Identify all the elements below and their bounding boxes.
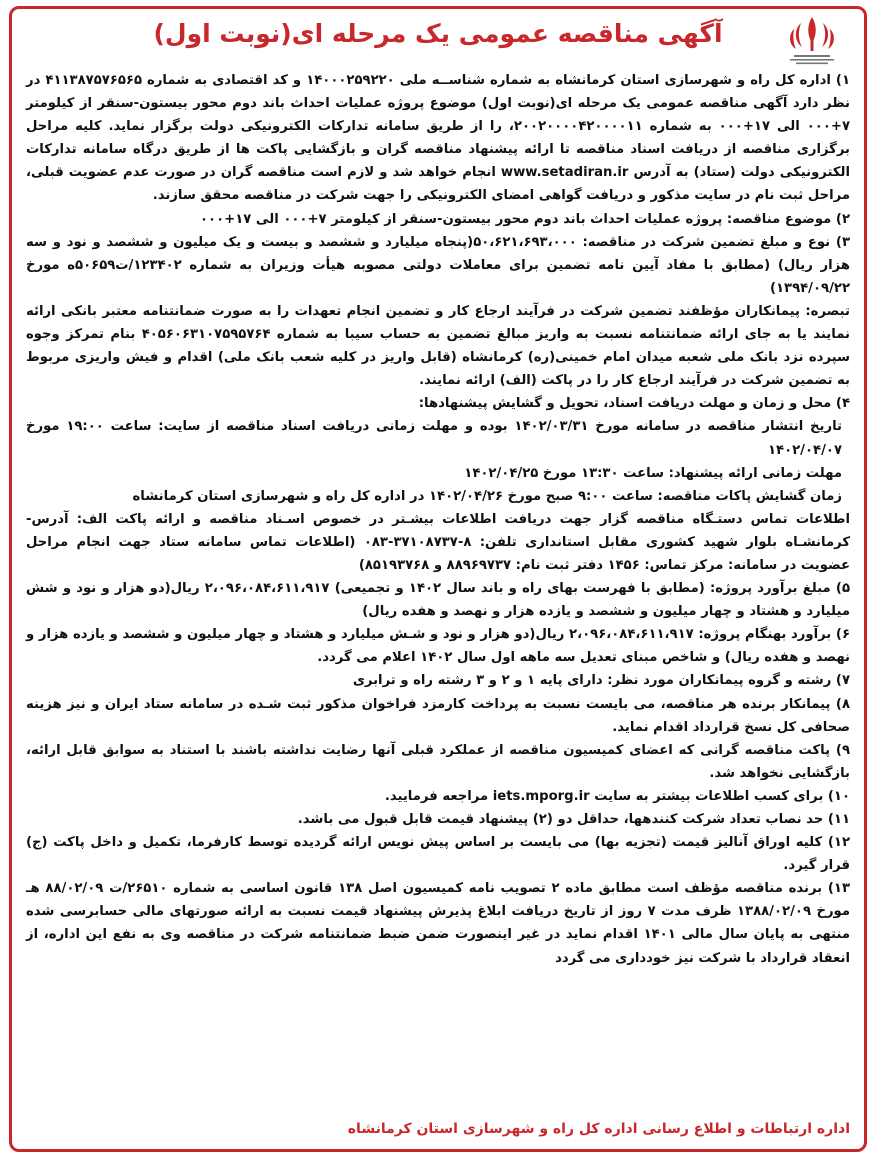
notice-header <box>12 9 864 71</box>
clause-8: ۸) پیمانکار برنده هر مناقصه، می بایست نسبت به پرداخت کارمزد فراخوان مذکور ثبت شـده در سامانه ستاد ایران و نیز هزینه صحافی کل نسخ قرارداد اقدام نماید. <box>26 696 850 735</box>
clause-4-publish-date: تاریخ انتشار مناقصه در سامانه مورخ ۱۴۰۲/۰۳/۳۱ بوده و مهلت زمانی دریافت اسناد مناقصه از سایت: ساعت ۱۹:۰۰ مورخ ۱۴۰۲/۰۴/۰۷ <box>26 419 842 458</box>
clause-10: ۱۰) برای کسب اطلاعات بیشتر به سایت iets.mporg.ir مراجعه فرمایید. <box>384 788 850 804</box>
iran-emblem-icon <box>774 13 850 69</box>
clause-6: ۶) برآورد بهنگام پروژه: ۲،۰۹۶،۰۸۴،۶۱۱،۹۱۷ ریال(دو هزار و نود و شـش میلیارد و هشتاد و چهار میلیون و ششصد و یازده هزار و نهصد و هفده ریال) و شاخص مبنای تعدیل سه ماهه اول سال ۱۴۰۲ اعلام می گردد. <box>26 627 850 666</box>
clause-4-submit-deadline: مهلت زمانی ارائه پیشنهاد: ساعت ۱۳:۳۰ مورخ ۱۴۰۲/۰۴/۲۵ <box>464 465 842 481</box>
clause-12: ۱۲) کلیه اوراق آنالیز قیمت (تجزیه بها) می بایست بر اساس پیش نویس ارائه گردیده توسط کارفرما، تکمیل و داخل پاکت (ج) قرار گیرد. <box>26 835 850 874</box>
clause-11: ۱۱) حد نصاب تعداد شرکت کنندهها، حداقل دو (۲) پیشنهاد قیمت قابل قبول می باشد. <box>297 812 850 827</box>
note-guarantee: تبصره: پیمانکاران مؤظفند تضمین شرکت در فرآیند ارجاع کار و تضمین انجام تعهدات را به صورت ضمانتنامه معتبر بانکی ارائه نمایند یا به جای ارائه ضمانتنامه نسبت به واریز مبالغ تضمین به حساب سیبا به شماره ۴۰۵۶۰۶۳۱۰۷۵۹۵۷۶۴ بنام تمرکز وجوه سپرده نزد بانک ملی شعبه میدان امام خمینی(ره) کرمانشاه (قابل واریز در کلیه شعب بانک ملی) اقدام و فیش واریزی مربوط به تضمین شرکت در فرآیند ارجاع کار را در پاکت (الف) ارائه نمایند. <box>26 303 850 389</box>
clause-4-contact-info: اطلاعات تماس دستـگاه مناقصه گزار جهت دریافت اطلاعات بیشـتر در خصوص اسـناد مناقصه و ارائه پاکت الف: آدرس-کرمانشـاه بلوار شهید کشوری مقابل استانداری تلفن: ۸-۳۷۱۰۸۷۳۷-۰۸۳ (اطلاعات تماس سامانه ستاد جهت انجام مراحل عضویت در سامانه: مرکز تماس: ۱۴۵۶ دفتر ثبت نام: ۸۸۹۶۹۷۳۷ و ۸۵۱۹۳۷۶۸) <box>26 511 851 573</box>
clause-4: ۴) محل و زمان و مهلت دریافت اسناد، تحویل و گشایش پیشنهادها: <box>418 396 850 412</box>
tender-notice <box>9 6 867 1152</box>
notice-body <box>26 69 850 970</box>
clause-3: ۳) نوع و مبلغ تضمین شرکت در مناقصه: ۵۰،۶۲۱،۶۹۳،۰۰۰(پنجاه میلیارد و ششصد و بیست و یک میلیون و ششصد و نود و سه هزار ریال) (مطابق با مفاد آیین نامه تضمین برای معاملات دولتی مصوبه هیأت وزیران به شماره ۱۲۳۴۰۲/ت۵۰۶۵۹ه مورخ ۱۳۹۴/۰۹/۲۲) <box>26 234 850 296</box>
notice-signature: اداره ارتباطات و اطلاع رسانی اداره کل راه و شهرسازی استان کرمانشاه <box>347 1121 850 1137</box>
clause-5: ۵) مبلغ برآورد پروژه: (مطابق با فهرست بهای راه و باند سال ۱۴۰۲ و تجمیعی) ۲،۰۹۶،۰۸۴،۶۱۱،۹۱۷ ریال(دو هزار و نود و شش میلیارد و هشتاد و چهار میلیون و ششصد و یازده هزار و نهصد و هفده ریال) <box>26 581 850 620</box>
clause-13: ۱۳) برنده مناقصه مؤظف است مطابق ماده ۲ تصویب نامه کمیسیون اصل ۱۳۸ قانون اساسی به شماره ۲۶۵۱۰/ت ۸۸/۰۲/۰۹ هـ مورخ ۱۳۸۸/۰۲/۰۹ ظرف مدت ۷ روز از تاریخ دریافت ابلاغ پذیرش پیشنهاد قیمت نسبت به ارائه صورتهای مالی حسابرسی شده منتهی به پایان سال مالی ۱۴۰۱ اقدام نماید در غیر اینصورت ضمن ضبط ضمانتنامه شرکت در مناقصه وی به نفع این اداره، از انعقاد قرارداد با شرکت نیز خودداری می گردد <box>26 881 851 966</box>
clause-1: ۱) اداره کل راه و شهرسازی استان کرمانشاه به شماره شناســه ملی ۱۴۰۰۰۲۵۹۲۲۰ و کد اقتصادی به شماره ۴۱۱۳۸۷۵۷۶۵۶۵ در نظر دارد آگهی مناقصه عمومی یک مرحله ای(نوبت اول) موضوع پروژه عملیات احداث باند دوم محور بیستون-سنقر از کیلومتر ۷+۰۰۰ الی ۱۷+۰۰۰ به شماره ۲۰۰۲۰۰۰۰۴۲۰۰۰۰۱۱، را از طریق سامانه تدارکات الکترونیکی دولت برگزار نماید. کلیه مراحل برگزاری مناقصه از دریافت اسناد مناقصه تا ارائه پیشنهاد مناقصه گران و بازگشایی پاکت ها از طریق درگاه سامانه تدارکات الکترونیکی دولت (ستاد) به آدرس www.setadiran.ir انجام خواهد شد و لازم است مناقصه گران در صورت عدم عضویت قبلی، مراحل ثبت نام در سایت مذکور و دریافت گواهی امضای الکترونیکی را جهت شرکت در مناقصه محقق سازند. <box>26 73 851 204</box>
clause-9: ۹) پاکت مناقصه گرانی که اعضای کمیسیون مناقصه از عملکرد قبلی آنها رضایت نداشته باشند با استناد به سوابق قابل ارائه، بازگشایی نخواهد شد. <box>26 742 850 781</box>
clause-4-opening-time: زمان گشایش پاکات مناقصه: ساعت ۹:۰۰ صبح مورخ ۱۴۰۲/۰۴/۲۶ در اداره کل راه و شهرسازی استان کرمانشاه <box>132 488 842 504</box>
clause-7: ۷) رشته و گروه پیمانکاران مورد نظر: دارای پایه ۱ و ۲ و ۳ رشته راه و ترابری <box>352 673 850 689</box>
notice-title: آگهی مناقصه عمومی یک مرحله ای(نوبت اول) <box>153 19 723 48</box>
clause-2: ۲) موضوع مناقصه: پروژه عملیات احداث باند دوم محور بیستون-سنقر از کیلومتر ۷+۰۰۰ الی ۱۷+۰۰۰ <box>200 211 850 227</box>
